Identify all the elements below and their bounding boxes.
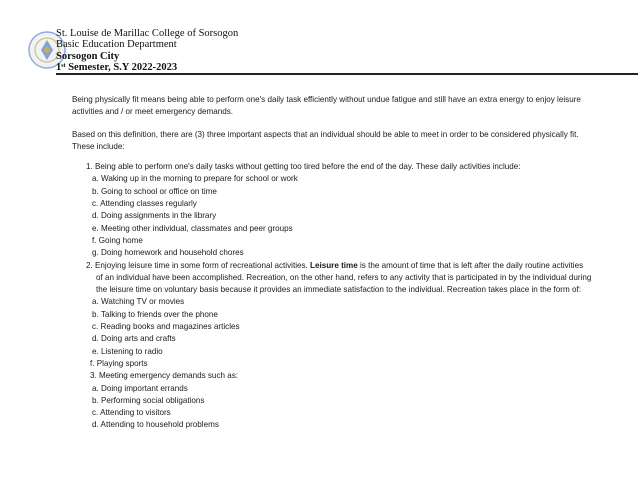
intro-paragraph-1: Being physically fit means being able to perform one's daily task efficiently without undue fatigue and still have an extra energy to enjoy leisure activities and / or meet emergency demands. [72,95,581,117]
header-divider [56,73,638,75]
letterhead [56,28,238,73]
list-item: a. Doing important errands [92,383,188,393]
list-item: f. Going home [92,235,143,245]
department-name: Basic Education Department [56,39,177,51]
aspect-3-heading: 3. Meeting emergency demands such as: [90,371,239,381]
aspect-3 [72,370,592,431]
list-item: c. Reading books and magazines articles [92,322,240,332]
intro-paragraph-2: Based on this definition, there are (3) three important aspects that an individual should be able to meet in order to be considered physically fit. These include: [72,129,579,151]
list-item: b. Going to school or office on time [92,186,217,196]
list-item: c. Attending to visitors [92,408,171,418]
aspect-2-heading: 2. Enjoying leisure time in some form of recreational activities. Leisure time is the amount of time that is left after the daily routine activities of an individual have been accomplished. Recreation, on the other hand, refers to any activity that is participated in by the individual during the leisure time on voluntary basis because it provides an immediate satisfaction to the individual. Recreation takes place in the form of: [86,260,592,295]
list-item: b. Talking to friends over the phone [92,309,218,319]
list-item: e. Listening to radio [92,346,163,356]
school-name: St. Louise de Marillac College of Sorsogon [56,28,239,39]
list-item: d. Doing arts and crafts [92,334,176,344]
list-item: g. Doing homework and household chores [92,248,244,258]
list-item: d. Doing assignments in the library [92,211,217,221]
list-item: e. Meeting other individual, classmates and peer groups [92,223,293,233]
aspect-1 [72,161,592,259]
list-item: c. Attending classes regularly [92,199,197,209]
aspect-2 [72,260,592,371]
semester-line: 1st Semester, S.Y 2022-2023 [56,61,178,73]
list-item: a. Watching TV or movies [92,297,185,307]
list-item: f. Playing sports [90,358,148,368]
list-item: a. Waking up in the morning to prepare for school or work [92,174,298,184]
list-item: d. Attending to household problems [92,420,219,430]
aspect-1-heading: 1. Being able to perform one's daily tasks without getting too tired before the end of the day. These daily activities include: [86,162,521,172]
list-item: b. Performing social obligations [92,395,205,405]
document-body [72,94,592,432]
keyword-leisure-time: Leisure time [310,260,358,270]
city-name: Sorsogon City [56,50,120,62]
